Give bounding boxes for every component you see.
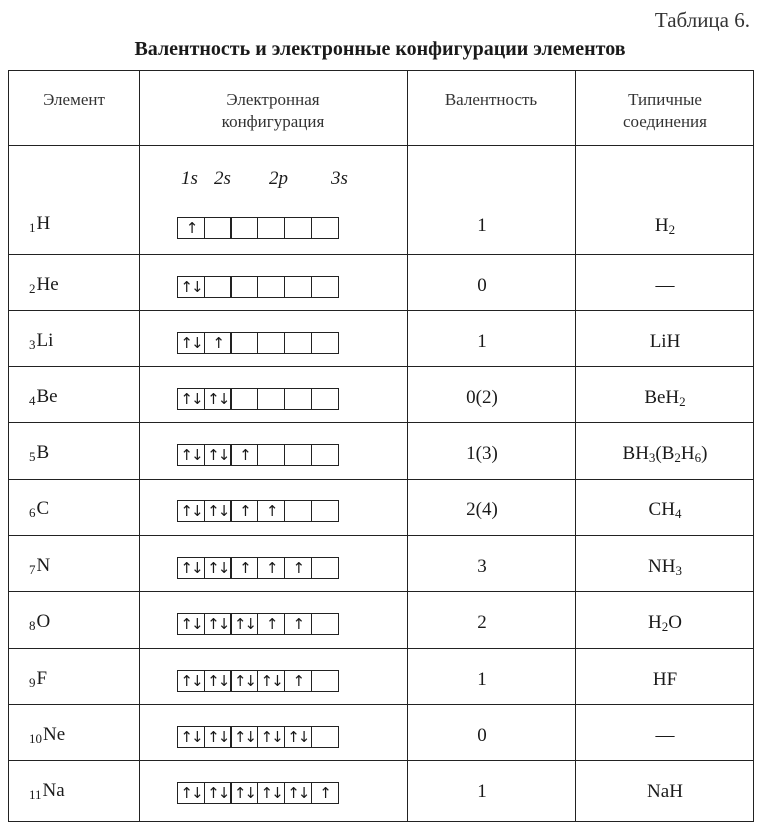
orbital-boxes	[177, 557, 339, 579]
typical-compound	[575, 669, 755, 691]
formula-part: H	[648, 612, 662, 633]
orbital-box	[257, 444, 285, 466]
valence-value: 1(3)	[466, 443, 498, 464]
atomic-number: 5	[29, 449, 36, 464]
orbital-label-3s: 3s	[331, 168, 348, 189]
typical-compound	[575, 781, 755, 803]
orbital-boxes	[177, 613, 339, 635]
orbital-box: ↑↓	[284, 782, 312, 804]
formula-part: NH	[648, 556, 676, 577]
valence-value: 0	[477, 275, 487, 296]
formula-part: —	[655, 725, 675, 746]
header-config	[139, 89, 407, 133]
valence-value: 2(4)	[466, 499, 498, 520]
orbital-box: ↑	[284, 670, 312, 692]
orbital-box: ↑↓	[177, 276, 205, 298]
formula-part: (B	[655, 443, 675, 464]
formula-part: NaH	[647, 781, 683, 802]
orbital-box	[311, 613, 339, 635]
element-symbol	[29, 213, 50, 236]
atomic-number: 6	[29, 505, 36, 520]
orbital-box	[284, 388, 312, 410]
page-title: Валентность и электронные конфигурации элементов	[134, 38, 626, 60]
orbital-box: ↑	[257, 613, 285, 635]
element-symbol	[29, 555, 50, 578]
orbital-box: ↑↓	[230, 670, 258, 692]
orbital-box: ↑↓	[177, 726, 205, 748]
orbital-boxes	[177, 388, 339, 410]
formula-part: O	[668, 612, 682, 633]
typical-compound	[575, 275, 755, 297]
element-symbol	[29, 386, 58, 409]
orbital-box: ↑	[204, 332, 232, 354]
orbital-box: ↑	[257, 557, 285, 579]
orbital-box: ↑↓	[204, 782, 232, 804]
atomic-number: 3	[29, 337, 36, 352]
orbital-box: ↑↓	[204, 444, 232, 466]
element-symbol	[29, 724, 65, 747]
header-valence: Валентность	[444, 90, 538, 109]
element-name: F	[36, 668, 48, 689]
typical-compound	[575, 725, 755, 747]
orbital-box: ↑↓	[204, 388, 232, 410]
orbital-box: ↑↓	[177, 444, 205, 466]
orbital-box: ↑	[284, 613, 312, 635]
orbital-box: ↑	[230, 557, 258, 579]
valence-value: 1	[477, 215, 487, 236]
orbital-boxes	[177, 726, 339, 748]
orbital-box: ↑↓	[204, 613, 232, 635]
valence-value: 1	[477, 331, 487, 352]
orbital-box	[311, 276, 339, 298]
orbital-box: ↑↓	[177, 500, 205, 522]
orbital-box: ↑↓	[204, 726, 232, 748]
valence-table	[8, 70, 754, 822]
table-number: Таблица 6.	[654, 8, 750, 32]
element-name: O	[36, 611, 51, 632]
formula-part: H	[680, 443, 695, 464]
orbital-box: ↑↓	[177, 557, 205, 579]
element-symbol	[29, 668, 47, 691]
orbital-box: ↑↓	[177, 613, 205, 635]
valence-value: 2	[477, 612, 487, 633]
orbital-box	[311, 670, 339, 692]
orbital-box	[257, 332, 285, 354]
atomic-number: 7	[29, 562, 36, 577]
orbital-box: ↑	[177, 217, 205, 239]
header-config-line1: Электронная	[226, 90, 320, 109]
orbital-box	[284, 276, 312, 298]
formula-subscript: 2	[674, 450, 681, 465]
table-row	[9, 256, 753, 312]
formula-subscript: 2	[679, 394, 686, 409]
orbital-box: ↑	[230, 444, 258, 466]
typical-compound	[575, 387, 755, 410]
element-name: Li	[36, 330, 54, 351]
atomic-number: 8	[29, 618, 36, 633]
element-name: C	[36, 498, 50, 519]
orbital-box: ↑↓	[177, 782, 205, 804]
typical-compound	[575, 612, 755, 635]
orbital-box	[204, 217, 232, 239]
orbital-box: ↑↓	[257, 670, 285, 692]
orbital-box	[204, 276, 232, 298]
element-symbol	[29, 611, 50, 634]
orbital-box	[257, 388, 285, 410]
orbital-box: ↑↓	[204, 500, 232, 522]
valence-value: 3	[477, 556, 487, 577]
orbital-box: ↑↓	[204, 557, 232, 579]
orbital-boxes	[177, 217, 339, 239]
element-symbol	[29, 330, 53, 353]
formula-subscript: 2	[668, 222, 676, 237]
formula-part: CH	[648, 499, 675, 520]
element-name: Na	[42, 780, 65, 801]
element-name: Ne	[43, 724, 66, 745]
atomic-number: 4	[29, 393, 36, 408]
header-element: Элемент	[43, 90, 105, 109]
header-divider	[9, 145, 753, 146]
table-row	[9, 762, 753, 818]
orbital-box: ↑	[311, 782, 339, 804]
orbital-box	[284, 332, 312, 354]
orbital-box: ↑↓	[177, 332, 205, 354]
formula-part: BeH	[644, 387, 680, 408]
orbital-box: ↑↓	[177, 670, 205, 692]
atomic-number: 2	[29, 281, 36, 296]
orbital-box	[311, 444, 339, 466]
formula-subscript: 3	[675, 563, 682, 578]
table-row	[9, 199, 753, 255]
element-symbol	[29, 442, 49, 465]
orbital-box: ↑↓	[204, 670, 232, 692]
atomic-number: 9	[29, 675, 36, 690]
orbital-box	[311, 500, 339, 522]
atomic-number: 10	[29, 731, 42, 746]
orbital-box	[230, 388, 258, 410]
orbital-box: ↑↓	[284, 726, 312, 748]
orbital-box: ↑↓	[257, 782, 285, 804]
orbital-box: ↑↓	[230, 726, 258, 748]
formula-part: )	[701, 443, 708, 464]
header-config-line2: конфигурация	[221, 112, 325, 131]
table-row	[9, 593, 753, 649]
element-symbol	[29, 780, 65, 803]
orbital-boxes	[177, 500, 339, 522]
orbital-label-1s: 1s	[181, 168, 198, 189]
orbital-boxes	[177, 782, 339, 804]
orbital-box	[230, 217, 258, 239]
valence-value: 0(2)	[466, 387, 498, 408]
formula-part: LiH	[649, 331, 681, 352]
orbital-boxes	[177, 276, 339, 298]
table-row	[9, 480, 753, 536]
typical-compound	[575, 331, 755, 353]
formula-subscript: 3	[648, 450, 656, 465]
orbital-box	[311, 217, 339, 239]
orbital-boxes	[177, 444, 339, 466]
orbital-box: ↑	[284, 557, 312, 579]
valence-value: 0	[477, 725, 487, 746]
orbital-box: ↑↓	[257, 726, 285, 748]
formula-subscript: 2	[661, 619, 669, 634]
orbital-box: ↑	[230, 500, 258, 522]
table-row	[9, 706, 753, 762]
element-name: H	[36, 213, 51, 234]
table-row	[9, 650, 753, 706]
orbital-box	[257, 217, 285, 239]
orbital-box: ↑	[257, 500, 285, 522]
orbital-box	[311, 388, 339, 410]
orbital-box	[230, 276, 258, 298]
typical-compound	[575, 443, 755, 466]
valence-value: 1	[477, 669, 487, 690]
table-row	[9, 537, 753, 593]
atomic-number: 1	[29, 220, 36, 235]
formula-part: —	[655, 275, 675, 296]
formula-subscript: 6	[694, 450, 702, 465]
formula-part: HF	[652, 669, 678, 690]
orbital-box	[311, 557, 339, 579]
formula-subscript: 4	[674, 506, 682, 521]
header-compounds-line1: Типичные	[628, 90, 702, 109]
element-name: He	[36, 274, 59, 295]
orbital-box	[284, 217, 312, 239]
element-name: B	[36, 442, 50, 463]
orbital-box	[284, 444, 312, 466]
orbital-box	[311, 726, 339, 748]
element-symbol	[29, 498, 49, 521]
header-compounds-line2: соединения	[623, 112, 707, 131]
orbital-box: ↑↓	[230, 782, 258, 804]
typical-compound	[575, 556, 755, 579]
table-row	[9, 312, 753, 368]
table-row	[9, 368, 753, 424]
header-compounds	[575, 89, 755, 133]
element-name: Be	[36, 386, 58, 407]
orbital-label-2s: 2s	[214, 168, 231, 189]
atomic-number: 11	[29, 787, 42, 802]
orbital-boxes	[177, 332, 339, 354]
orbital-box	[311, 332, 339, 354]
orbital-box: ↑↓	[177, 388, 205, 410]
table-row	[9, 424, 753, 480]
typical-compound	[575, 215, 755, 238]
valence-value: 1	[477, 781, 487, 802]
formula-part: BH	[622, 443, 649, 464]
typical-compound	[575, 499, 755, 522]
orbital-label-2p: 2p	[269, 168, 288, 189]
formula-part: H	[654, 215, 669, 236]
orbital-box	[257, 276, 285, 298]
element-name: N	[36, 555, 51, 576]
orbital-box: ↑↓	[230, 613, 258, 635]
orbital-box	[284, 500, 312, 522]
orbital-boxes	[177, 670, 339, 692]
element-symbol	[29, 274, 59, 297]
orbital-box	[230, 332, 258, 354]
